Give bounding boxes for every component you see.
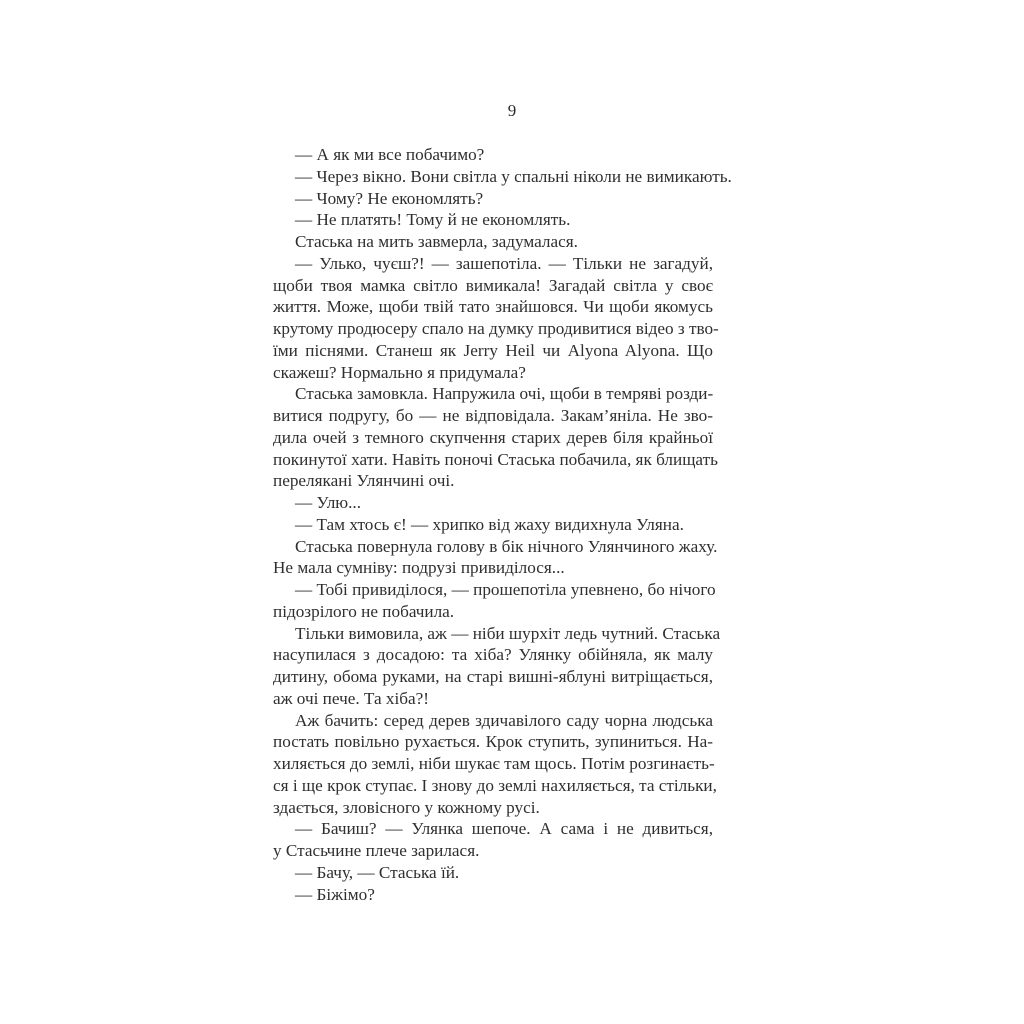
- text-line: підозрілого не побачила.: [273, 601, 455, 621]
- body-text: [273, 144, 732, 905]
- paragraph: [273, 492, 713, 514]
- text-line: — А як ми все побачимо?: [295, 145, 485, 164]
- text-line: аж очі пече. Та хіба?!: [273, 688, 430, 708]
- text-line: хиляється до землі, ніби шукає там щось. Потім розгинаєть-: [273, 754, 715, 773]
- paragraph: [273, 623, 721, 710]
- text-line: перелякані Улянчині очі.: [273, 471, 455, 491]
- paragraph: [273, 253, 719, 384]
- paragraph: [273, 536, 718, 580]
- text-line: — Не платять! Тому й не економлять.: [295, 210, 571, 230]
- paragraph: [273, 862, 713, 884]
- text-line: — Чому? Не економлять?: [295, 188, 484, 208]
- text-line: ся і ще крок ступає. І знову до землі нахиляється, та стільки,: [273, 775, 717, 795]
- text-line: — Через вікно. Вони світла у спальні ніколи не вимикають.: [295, 166, 732, 186]
- text-line: їми піснями. Станеш як Jerry Heil чи Alyona Alyona. Що: [273, 340, 713, 360]
- text-line: Стаська на мить завмерла, задумалася.: [295, 232, 578, 251]
- text-line: щоби твоя мамка світло вимикала! Загадай світла у своє: [273, 275, 713, 295]
- text-line: — Улько, чуєш?! — зашепотіла. — Тільки не загадуй,: [295, 253, 713, 273]
- paragraph: [273, 383, 718, 492]
- paragraph: [273, 188, 713, 210]
- paragraph: [273, 710, 717, 819]
- paragraph: [273, 231, 713, 253]
- text-line: Стаська замовкла. Напружила очі, щоби в темряві розди-: [295, 384, 714, 404]
- paragraph: [273, 144, 713, 166]
- text-line: витися подругу, бо — не відповідала. Закам’яніла. Не зво-: [273, 406, 713, 425]
- text-line: Аж бачить: серед дерев здичавілого саду чорна людська: [295, 710, 713, 730]
- text-line: крутому продюсеру спало на думку продивитися відео з тво-: [273, 319, 719, 338]
- text-line: життя. Може, щоби твій тато знайшовся. Чи щоби якомусь: [273, 297, 713, 317]
- text-line: дила очей з темного скупчення старих дерев біля крайньої: [273, 427, 713, 447]
- text-line: постать повільно рухається. Крок ступить, зупиниться. На-: [273, 732, 713, 752]
- text-line: — Бачу, — Стаська їй.: [295, 862, 460, 882]
- paragraph: [273, 579, 716, 623]
- text-line: Стаська повернула голову в бік нічного Улянчиного жаху.: [295, 536, 718, 556]
- text-line: покинутої хати. Навіть поночі Стаська побачила, як блищать: [273, 449, 718, 469]
- paragraph: [273, 884, 713, 906]
- text-line: Не мала сумніву: подрузі привиділося...: [273, 558, 565, 578]
- text-line: у Стасьчине плече зарилася.: [273, 841, 480, 860]
- paragraph: [273, 209, 713, 231]
- text-line: — Там хтось є! — хрипко від жаху видихнула Уляна.: [295, 514, 684, 534]
- text-line: — Бачиш? — Улянка шепоче. А сама і не дивиться,: [295, 819, 713, 839]
- paragraph: [273, 514, 713, 536]
- text-line: дитину, обома руками, на старі вишні-яблуні витріщається,: [273, 667, 713, 686]
- text-line: — Тобі привиділося, — прошепотіла упевнено, бо нічого: [295, 580, 716, 599]
- text-line: — Біжімо?: [295, 884, 375, 904]
- page-number: 9: [507, 101, 517, 120]
- text-line: — Улю...: [295, 493, 362, 512]
- text-line: скажеш? Нормально я придумала?: [273, 362, 526, 382]
- text-line: здається, зловісного у кожному русі.: [273, 797, 540, 817]
- paragraph: [273, 166, 732, 188]
- paragraph: [273, 818, 713, 862]
- text-line: насупилася з досадою: та хіба? Улянку обійняла, як малу: [273, 645, 713, 665]
- text-line: Тільки вимовила, аж — ніби шурхіт ледь чутний. Стаська: [295, 623, 721, 643]
